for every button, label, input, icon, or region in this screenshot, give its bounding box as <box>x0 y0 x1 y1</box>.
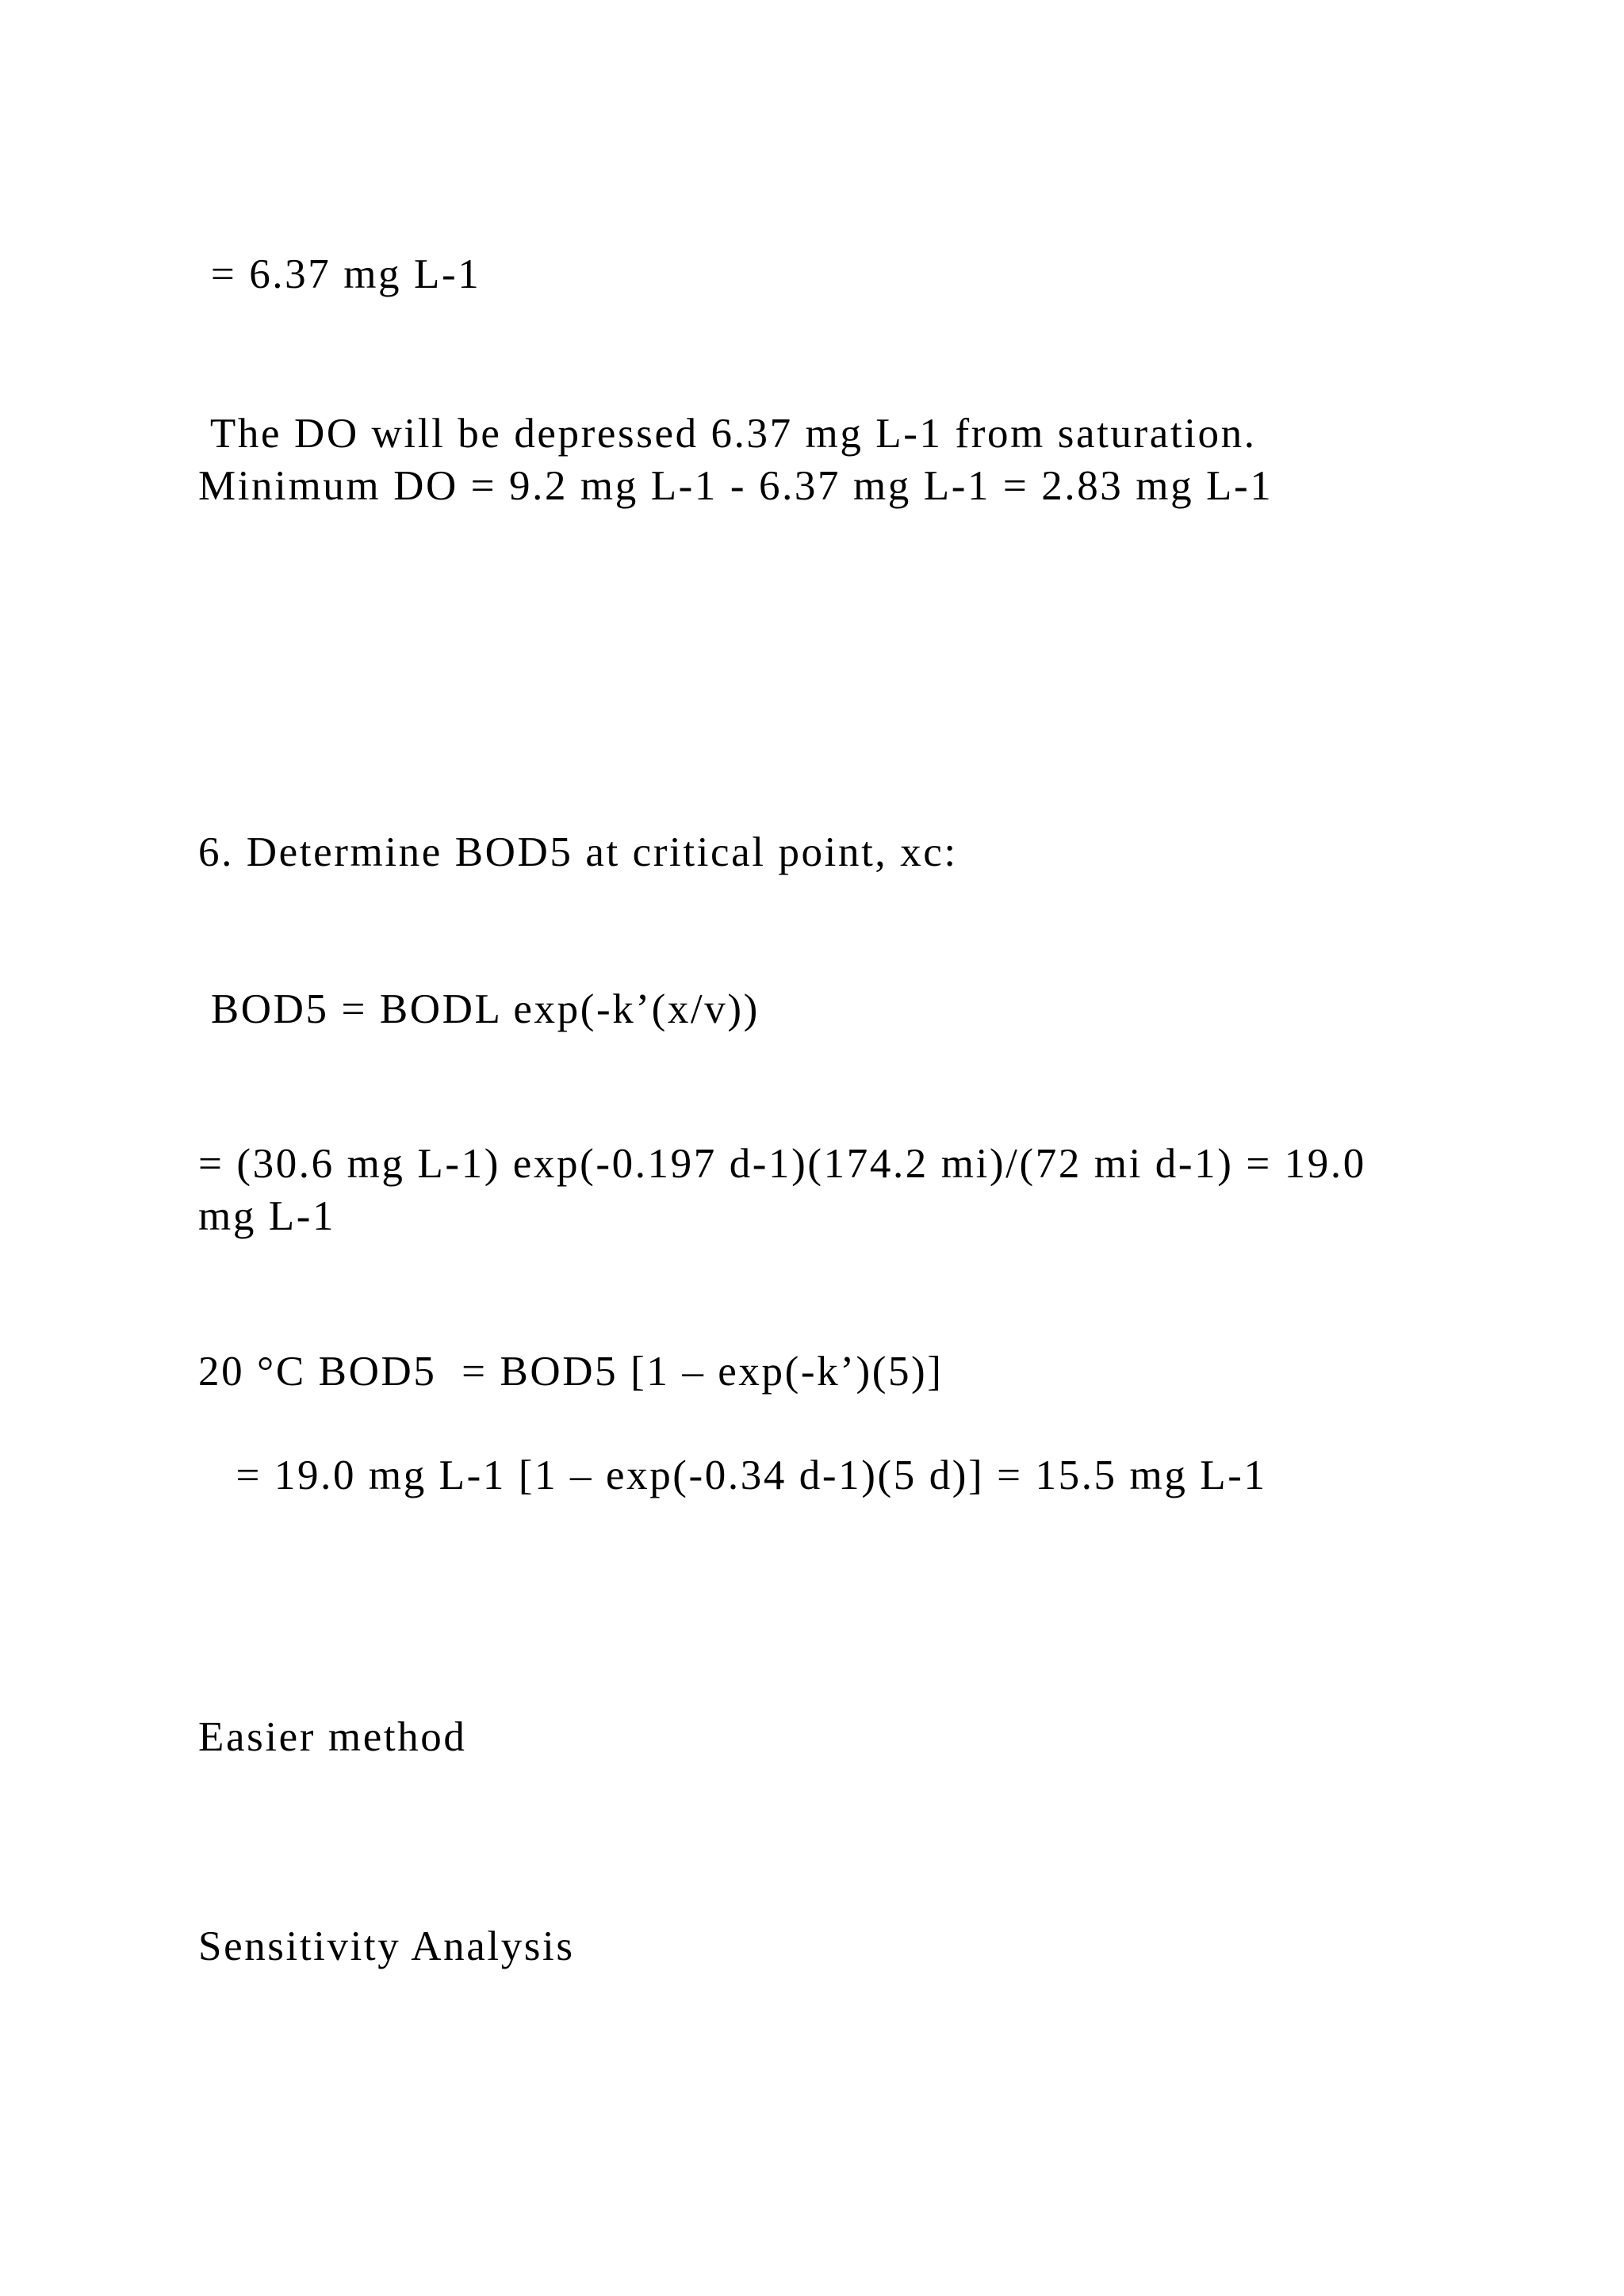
do-depression-statement: The DO will be depressed 6.37 mg L-1 from saturation. <box>198 411 1257 457</box>
easier-method-label: Easier method <box>198 1714 467 1760</box>
bod5-20c-formula: 20 °C BOD5 = BOD5 [1 – exp(-k’)(5)] <box>198 1349 944 1395</box>
step-6-heading: 6. Determine BOD5 at critical point, xc: <box>198 829 958 875</box>
bod5-substitution-continued: mg L-1 <box>198 1193 336 1239</box>
sensitivity-analysis-label: Sensitivity Analysis <box>198 1923 575 1969</box>
minimum-do-calculation: Minimum DO = 9.2 mg L-1 - 6.37 mg L-1 = 2.83 mg L-1 <box>198 463 1274 509</box>
do-deficit-result: = 6.37 mg L-1 <box>198 251 481 297</box>
bod5-20c-result: = 19.0 mg L-1 [1 – exp(-0.34 d-1)(5 d)] = 15.5 mg L-1 <box>198 1452 1267 1498</box>
bod5-substitution: = (30.6 mg L-1) exp(-0.197 d-1)(174.2 mi)/(72 mi d-1) = 19.0 <box>198 1141 1366 1187</box>
bod5-formula: BOD5 = BODL exp(-k’(x/v)) <box>198 986 760 1032</box>
